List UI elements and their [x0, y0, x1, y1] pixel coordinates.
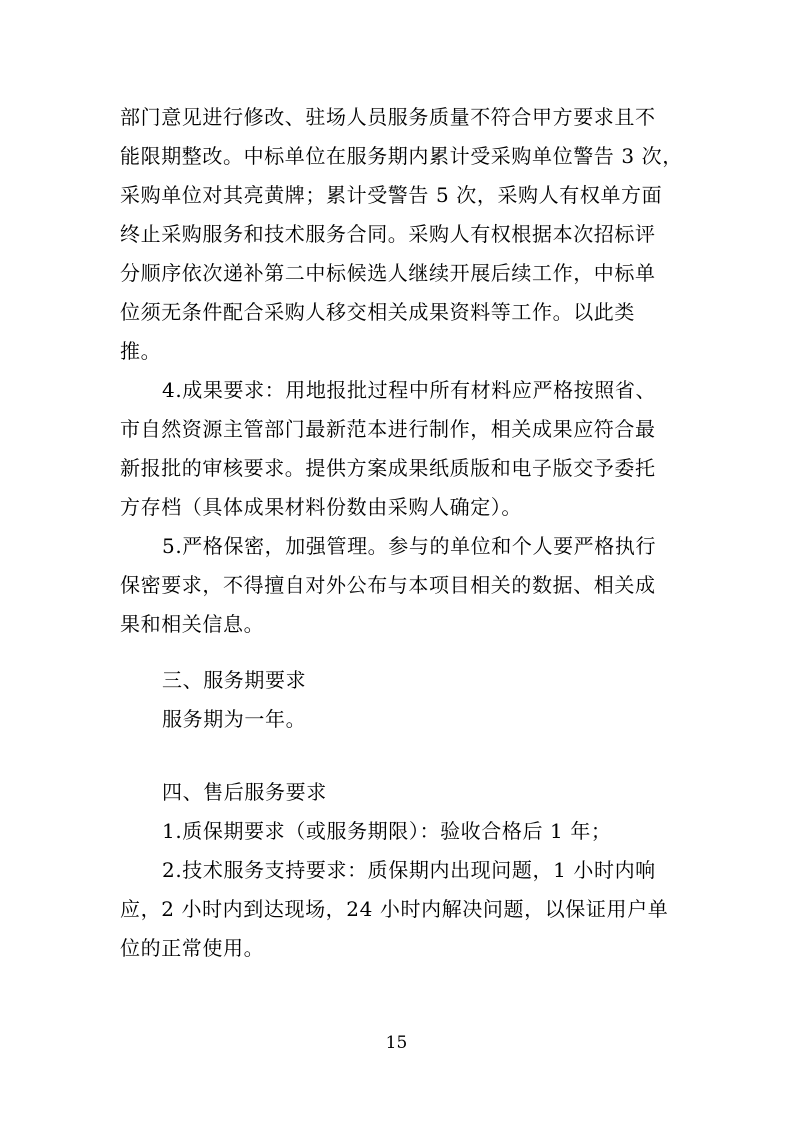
text-line: 分顺序依次递补第二中标候选人继续开展后续工作，中标单 — [120, 261, 656, 285]
text-line: 4.成果要求：用地报批过程中所有材料应严格按照省、 — [162, 378, 657, 402]
text-line: 保密要求，不得擅自对外公布与本项目相关的数据、相关成 — [120, 573, 656, 597]
text-line: 2.技术服务支持要求：质保期内出现问题，1 小时内响 — [162, 858, 656, 882]
section-heading: 四、售后服务要求 — [162, 780, 327, 804]
text-line: 新报批的审核要求。提供方案成果纸质版和电子版交予委托 — [120, 456, 656, 480]
text-line: 果和相关信息。 — [120, 612, 265, 636]
text-line: 5.严格保密，加强管理。参与的单位和个人要严格执行 — [162, 534, 657, 558]
text-line: 位的正常使用。 — [120, 936, 265, 960]
text-line: 服务期为一年。 — [162, 707, 307, 731]
text-line: 位须无条件配合采购人移交相关成果资料等工作。以此类 — [120, 300, 635, 324]
text-line: 终止采购服务和技术服务合同。采购人有权根据本次招标评 — [120, 222, 656, 246]
text-line: 1.质保期要求（或服务期限）：验收合格后 1 年； — [162, 819, 612, 843]
text-line: 方存档（具体成果材料份数由采购人确定）。 — [120, 495, 522, 519]
section-heading: 三、服务期要求 — [162, 668, 307, 692]
text-line: 市自然资源主管部门最新范本进行制作，相关成果应符合最 — [120, 417, 656, 441]
page-number: 15 — [385, 1033, 408, 1053]
text-line: 推。 — [120, 339, 162, 363]
text-line: 部门意见进行修改、驻场人员服务质量不符合甲方要求且不 — [120, 105, 656, 129]
text-line: 采购单位对其亮黄牌；累计受警告 5 次，采购人有权单方面 — [120, 183, 663, 207]
text-line: 应，2 小时内到达现场，24 小时内解决问题，以保证用户单 — [120, 897, 669, 921]
text-line: 能限期整改。中标单位在服务期内累计受采购单位警告 3 次， — [120, 144, 683, 168]
